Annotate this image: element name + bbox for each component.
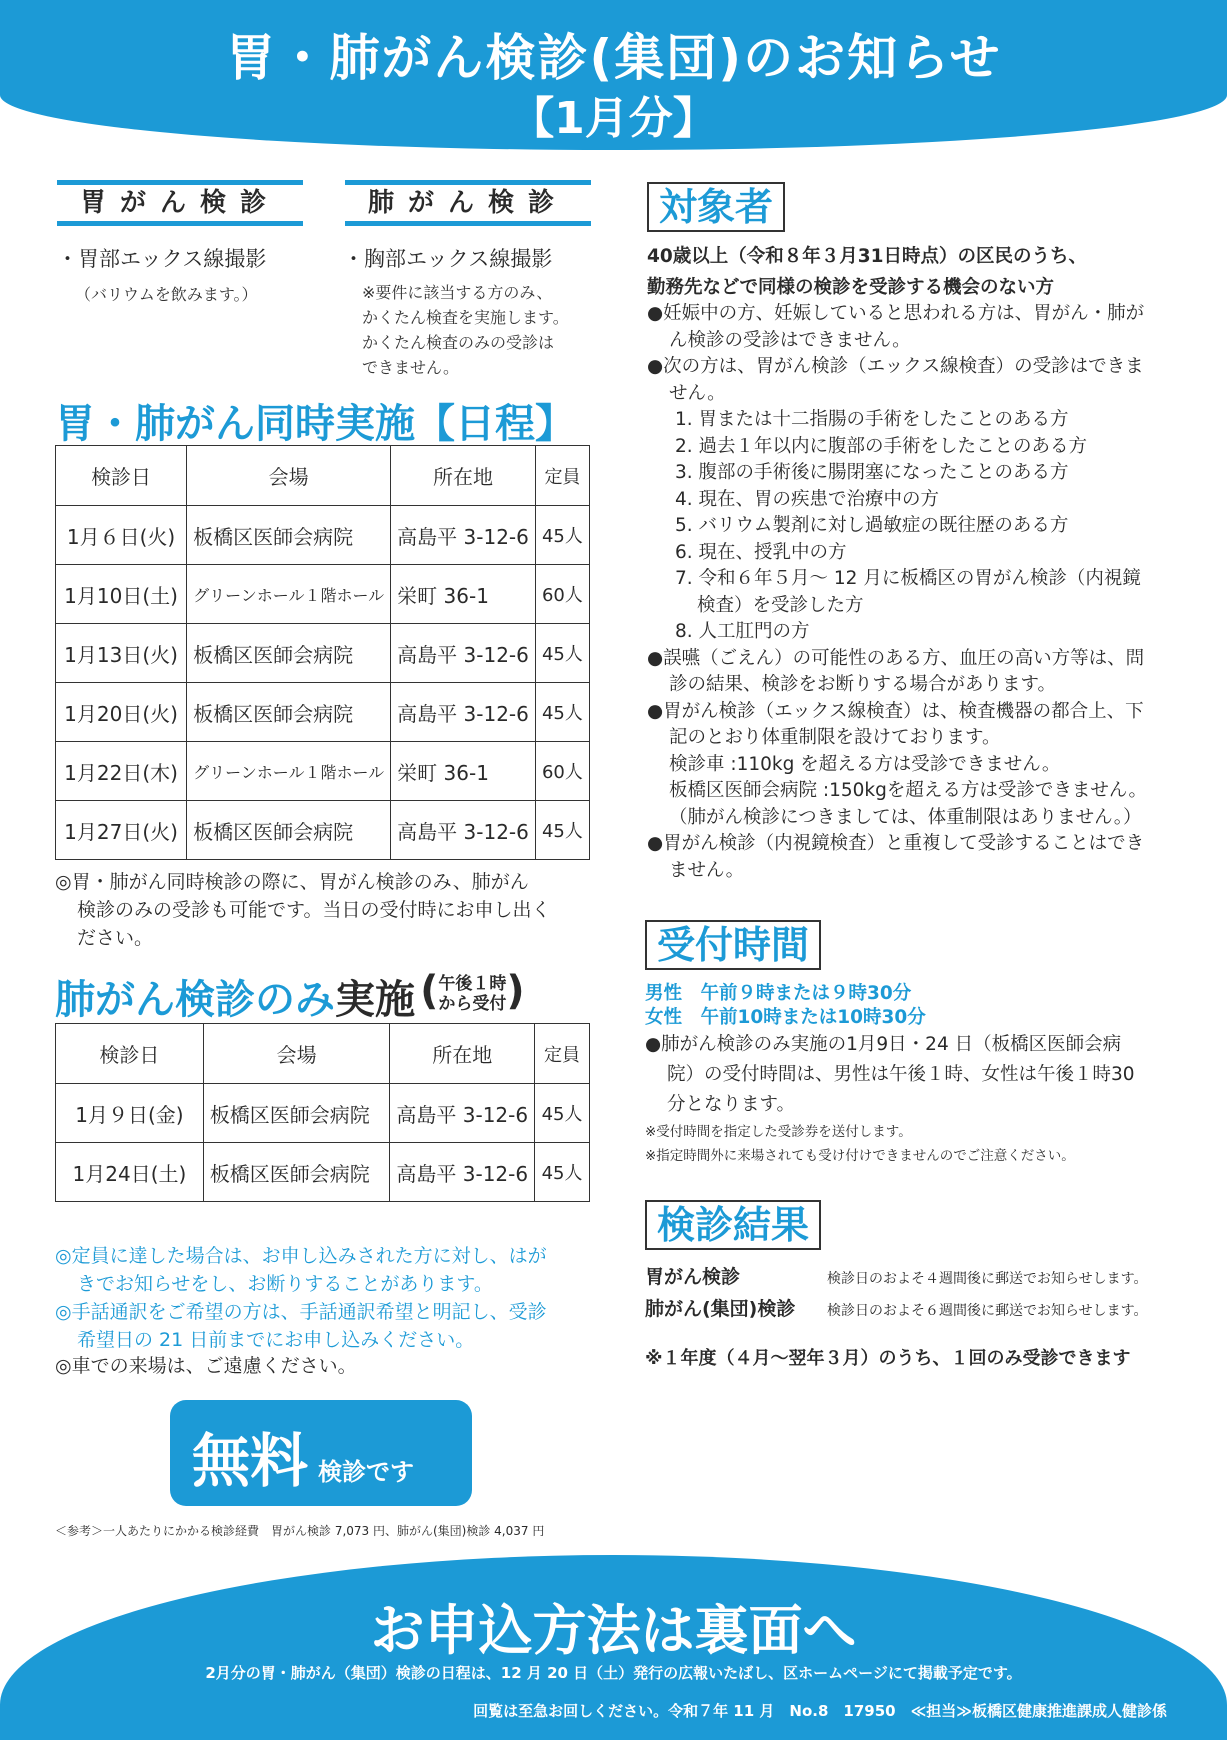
- table-cell: 45人: [535, 1143, 590, 1202]
- exclusion-item: 1. 胃または十二指腸の手術をしたことのある方: [675, 409, 1069, 430]
- female-reception-time: 女性 午前10時または10時30分: [645, 1007, 926, 1028]
- table-cell: 1月22日(木): [56, 742, 187, 801]
- free-badge-small: 検診です: [318, 1458, 414, 1486]
- schedule-note-line: ださい。: [77, 927, 154, 949]
- exclusion-item: 7. 令和６年５月～ 12 月に板橋区の胃がん検診（内視鏡: [675, 568, 1141, 589]
- stomach-exam-note: （バリウムを飲みます。）: [75, 285, 258, 304]
- column-header: 定員: [535, 1024, 590, 1084]
- weight-limit-line: （肺がん検診につきましては、体重制限はありません。）: [669, 806, 1142, 828]
- table-cell: 1月13日(火): [56, 624, 187, 683]
- exclusion-item-cont: 検査）を受診した方: [697, 594, 864, 616]
- free-badge-big: 無料: [192, 1427, 309, 1495]
- blue-note-line: 希望日の 21 日前までにお申し込みください。: [77, 1329, 475, 1351]
- eligibility-section: [647, 244, 1177, 884]
- eligibility-bullet-cont: ん検診の受診はできません。: [669, 329, 911, 351]
- eligibility-bullet: ●胃がん検診（エックス線検査）は、検査機器の都合上、下: [647, 700, 1144, 722]
- table-row: [56, 801, 590, 860]
- table-cell: 高島平 3-12-6: [391, 801, 536, 860]
- result-exam: 胃がん検診: [645, 1266, 741, 1288]
- table-row: [56, 742, 590, 801]
- table-cell: 板橋区医師会病院: [187, 683, 391, 742]
- table-cell: 栄町 36-1: [391, 565, 536, 624]
- lung-exam-note-line: できません。: [362, 358, 459, 377]
- table-cell: 1月６日(火): [56, 506, 187, 565]
- table-cell: 45人: [535, 624, 589, 683]
- table-cell: 45人: [535, 506, 589, 565]
- exclusion-item: 3. 腹部の手術後に腸閉塞になったことのある方: [675, 462, 1069, 483]
- eligibility-bullet-cont: 記のとおり体重制限を設けております。: [669, 727, 1001, 748]
- eligibility-bullet-cont: 診の結果、検診をお断りする場合があります。: [669, 674, 1057, 695]
- results-heading: 検診結果: [645, 1200, 821, 1250]
- stomach-exam-heading: 胃がん検診: [57, 180, 303, 226]
- table-cell: 板橋区医師会病院: [187, 506, 391, 565]
- result-timing: 検診日のおよそ６週間後に郵送でお知らせします。: [827, 1303, 1148, 1319]
- table-cell: 45人: [535, 683, 589, 742]
- table-cell: 板橋区医師会病院: [203, 1143, 390, 1202]
- table-cell: 高島平 3-12-6: [391, 506, 536, 565]
- stomach-exam-method: ・胃部エックス線撮影: [57, 247, 267, 271]
- lung-exam-note-line: かくたん検査のみの受診は: [362, 333, 555, 352]
- table-row: [56, 506, 590, 565]
- table-row: [56, 565, 590, 624]
- open-paren: (: [420, 968, 439, 1014]
- column-header: 会場: [187, 446, 391, 506]
- column-header: 所在地: [391, 446, 536, 506]
- results-section: [645, 1262, 1175, 1370]
- lung-exam-note-line: ※要件に該当する方のみ、: [362, 283, 553, 302]
- lung-exam-note: [362, 280, 569, 380]
- table-row: [56, 1143, 590, 1202]
- blue-note-line: きでお知らせをし、お断りすることがあります。: [77, 1273, 493, 1295]
- lung-exam-note-line: かくたん検査を実施します。: [362, 308, 569, 327]
- blue-note-line: ◎定員に達した場合は、お申し込みされた方に対し、はが: [55, 1245, 547, 1267]
- reception-heading: 受付時間: [645, 920, 821, 970]
- table-cell: 板橋区医師会病院: [187, 624, 391, 683]
- exclusion-item: 2. 過去１年以内に腹部の手術をしたことのある方: [675, 435, 1088, 457]
- schedule-note-line: 検診のみの受診も可能です。当日の受付時にお申し出く: [77, 899, 551, 921]
- reception-note: ※受付時間を指定した受診券を送付します。: [645, 1124, 912, 1140]
- table-cell: 60人: [535, 565, 589, 624]
- table-cell: 板橋区医師会病院: [187, 801, 391, 860]
- table-cell: 高島平 3-12-6: [391, 683, 536, 742]
- weight-limit-line: 板橋区医師会病院 :150kgを超える方は受診できません。: [669, 780, 1147, 801]
- result-exam: 肺がん(集団)検診: [645, 1298, 796, 1320]
- reception-bullet: ●肺がん検診のみ実施の1月9日・24 日（板橋区医師会病: [645, 1034, 1122, 1055]
- eligibility-bullet-cont: せん。: [669, 382, 726, 404]
- result-row: [645, 1294, 1175, 1326]
- column-header: 検診日: [56, 446, 187, 506]
- car-note: ◎車での来場は、ご遠慮ください。: [55, 1355, 357, 1377]
- table-cell: 45人: [535, 1084, 590, 1143]
- column-header: 定員: [535, 446, 589, 506]
- table-cell: 1月27日(火): [56, 801, 187, 860]
- table-row: [56, 1084, 590, 1143]
- table-cell: 1月９日(金): [56, 1084, 204, 1143]
- result-timing: 検診日のおよそ４週間後に郵送でお知らせします。: [827, 1271, 1148, 1287]
- eligibility-line: 勤務先などで同様の検診を受診する機会のない方: [647, 276, 1055, 298]
- reception-time-line: から受付: [438, 994, 507, 1014]
- close-paren: ): [506, 968, 525, 1014]
- lung-only-heading: [55, 968, 525, 1025]
- reception-bullet-cont: 院）の受付時間は、男性は午後１時、女性は午後１時30: [667, 1064, 1135, 1085]
- weight-limit-line: 検診車 :110kg を超える方は受診できません。: [669, 753, 1061, 775]
- page-title: 胃・肺がん検診(集団)のお知らせ: [225, 29, 1002, 87]
- eligibility-bullet: ●胃がん検診（内視鏡検査）と重複して受診することはでき: [647, 833, 1145, 854]
- column-header: 所在地: [390, 1024, 535, 1084]
- schedule-note: [55, 868, 595, 952]
- blue-note-line: ◎手話通訳をご希望の方は、手話通訳希望と明記し、受診: [55, 1301, 547, 1323]
- exclusion-item: 8. 人工肛門の方: [675, 621, 810, 642]
- eligibility-line: 40歳以上（令和８年３月31日時点）の区民のうち、: [647, 246, 1087, 267]
- reception-bullet-cont: 分となります。: [667, 1094, 796, 1115]
- schedule-table: [55, 445, 590, 860]
- result-row: [645, 1262, 1175, 1294]
- eligibility-bullet-cont: ません。: [669, 859, 745, 881]
- free-badge: [170, 1400, 472, 1506]
- schedule-note-line: ◎胃・肺がん同時検診の際に、胃がん検診のみ、肺がん: [55, 871, 529, 893]
- exclusion-item: 6. 現在、授乳中の方: [675, 541, 847, 563]
- table-cell: 1月20日(火): [56, 683, 187, 742]
- table-cell: 高島平 3-12-6: [391, 624, 536, 683]
- table-cell: グリーンホール１階ホール: [187, 565, 391, 624]
- table-cell: グリーンホール１階ホール: [187, 742, 391, 801]
- page-subtitle: 【1月分】: [510, 93, 717, 144]
- lung-only-table: [55, 1023, 590, 1202]
- table-header: [56, 1024, 590, 1084]
- table-row: [56, 683, 590, 742]
- circulation-note: 回覧は至急お回しください。令和７年 11 月 No.8 17950 ≪担当≫板橋区健康推進課成人健診係: [473, 1702, 1167, 1720]
- apply-method-banner: お申込方法は裏面へ: [370, 1599, 857, 1662]
- eligibility-heading: 対象者: [647, 182, 785, 232]
- lung-exam-method: ・胸部エックス線撮影: [343, 247, 553, 271]
- exclusion-item: 5. バリウム製剤に対し過敏症の既往歴のある方: [675, 515, 1069, 536]
- table-row: [56, 624, 590, 683]
- exclusion-item: 4. 現在、胃の疾患で治療中の方: [675, 488, 940, 510]
- eligibility-bullet: ●妊娠中の方、妊娠していると思われる方は、胃がん・肺が: [647, 303, 1145, 324]
- eligibility-bullet: ●誤嚥（ごえん）の可能性のある方、血圧の高い方等は、問: [647, 647, 1145, 669]
- table-cell: 板橋区医師会病院: [203, 1084, 390, 1143]
- table-cell: 高島平 3-12-6: [390, 1143, 535, 1202]
- eligibility-bullet: ●次の方は、胃がん検診（エックス線検査）の受診はできま: [647, 356, 1144, 377]
- lung-exam-heading: 肺がん検診: [345, 180, 591, 226]
- table-cell: 高島平 3-12-6: [390, 1084, 535, 1143]
- table-cell: 栄町 36-1: [391, 742, 536, 801]
- reception-time-line: 午後１時: [438, 974, 507, 994]
- reception-time-note: [438, 974, 506, 1014]
- lung-only-heading-blue: 肺がん検診のみ: [55, 977, 335, 1023]
- cost-reference: ＜参考＞一人あたりにかかる検診経費 胃がん検診 7,073 円、肺がん(集団)検診 4,037 円: [55, 1524, 545, 1538]
- lung-only-heading-black: 実施: [335, 977, 415, 1023]
- schedule-heading: 胃・肺がん同時実施【日程】: [55, 401, 575, 447]
- table-cell: 1月10日(土): [56, 565, 187, 624]
- reception-section: [645, 982, 1175, 1168]
- next-schedule-note: 2月分の胃・肺がん（集団）検診の日程は、12 月 20 日（土）発行の広報いたばし、区ホームページにて掲載予定です。: [205, 1664, 1022, 1682]
- table-cell: 45人: [535, 801, 589, 860]
- table-cell: 60人: [535, 742, 589, 801]
- table-header: [56, 446, 590, 506]
- column-header: 検診日: [56, 1024, 204, 1084]
- table-cell: 1月24日(土): [56, 1143, 204, 1202]
- male-reception-time: 男性 午前９時または９時30分: [645, 983, 912, 1004]
- reception-note: ※指定時間外に来場されても受け付けできませんのでご注意ください。: [645, 1148, 1075, 1164]
- capacity-sign-language-notes: [55, 1242, 600, 1354]
- column-header: 会場: [203, 1024, 390, 1084]
- once-per-year-note: ※１年度（４月～翌年３月）のうち、１回のみ受診できます: [645, 1348, 1131, 1369]
